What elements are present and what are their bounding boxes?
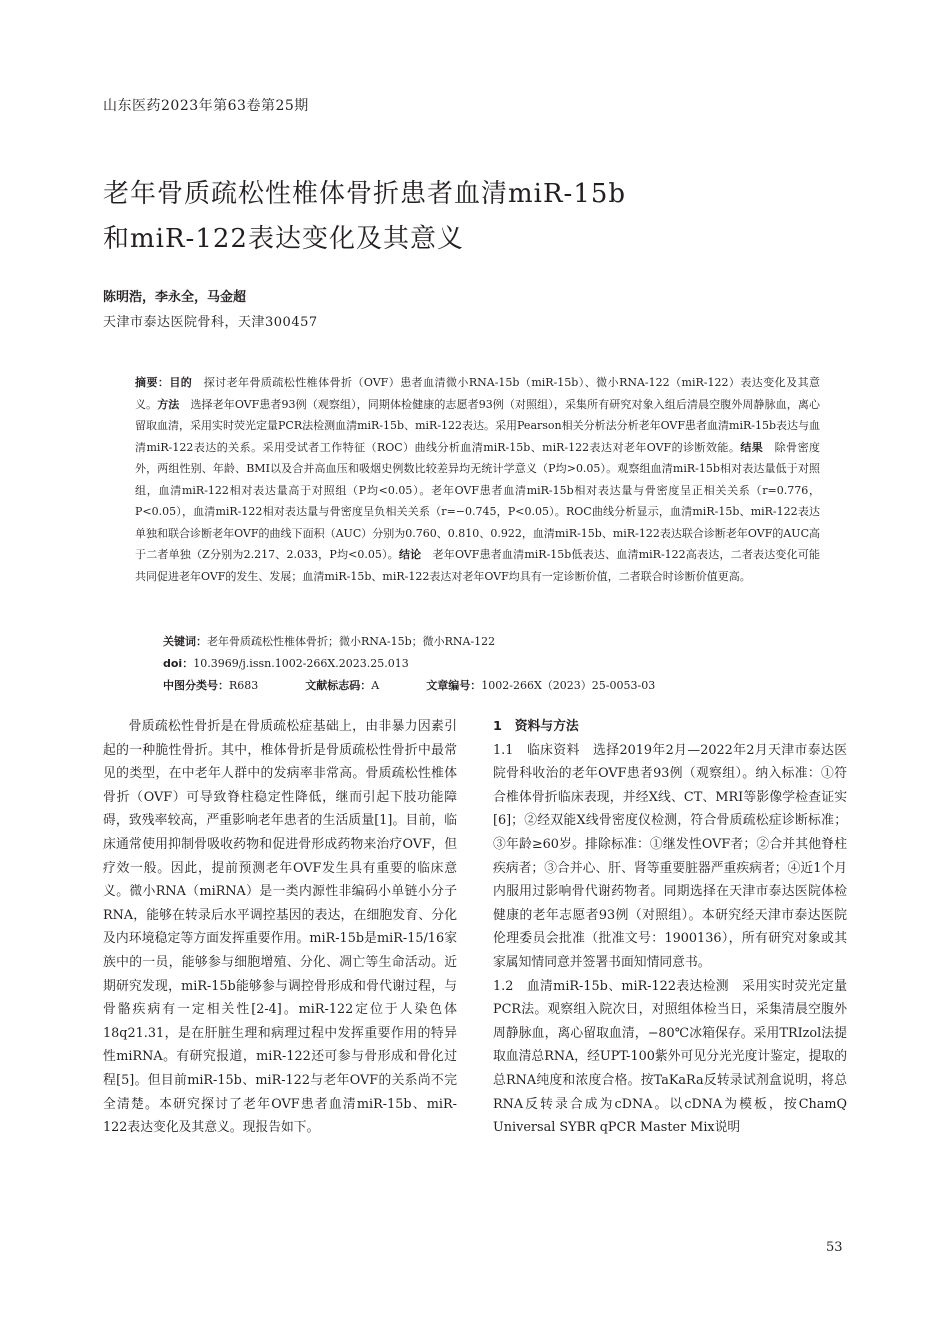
clc-value: R683 — [229, 679, 259, 692]
results-label: 结果 — [740, 440, 764, 454]
affiliation: 天津市泰达医院骨科，天津300457 — [103, 315, 318, 330]
journal-header: 山东医药2023年第63卷第25期 — [103, 98, 309, 114]
subsection-detection: 1.2 血清miR-15b、miR-122表达检测 采用实时荧光定量PCR法。观察组入院次日，对照组体检当日，采集清晨空腹外周静脉血，离心留取血清，−80℃冰箱保存。采用TRIzol法提取血清总RNA，经UPT-100紫外可见分光光度计鉴定，提取的总RNA纯度和浓度合格。按TaKaRa反转录试剂盒说明，将总RNA反转录合成为cDNA。以cDNA为模板，按ChamQ Universal SYBR qPCR Master Mix说明 — [493, 978, 847, 1136]
objective-text: 探讨老年骨质疏松性椎体骨折（OVF）患者血清微小RNA-15b（miR-15b）、微小RNA-122（miR-122）表达变化及其意义。 — [135, 376, 821, 411]
authors: 陈明浩，李永全，马金超 — [103, 290, 247, 305]
methods-label: 方法 — [157, 397, 180, 411]
doi-text: 10.3969/j.issn.1002-266X.2023.25.013 — [193, 657, 409, 670]
article-number-value: 1002-266X（2023）25-0053-03 — [481, 679, 656, 692]
keywords-text: 老年骨质疏松性椎体骨折；微小RNA-15b；微小RNA-122 — [207, 635, 496, 648]
objective-label: 目的 — [169, 376, 193, 389]
conclusion-label: 结论 — [398, 548, 422, 561]
article-title — [103, 172, 863, 262]
title-line-1: 老年骨质疏松性椎体骨折患者血清miR-15b — [103, 179, 627, 209]
clc-label: 中图分类号： — [163, 679, 229, 692]
subsection-clinical-data: 1.1 临床资料 选择2019年2月—2022年2月天津市泰达医院骨科收治的老年OVF患者93例（观察组）。纳入标准：①符合椎体骨折临床表现，并经X线、CT、MRI等影像学检查证实[6]；②经双能X线骨密度仪检测，符合骨质疏松症诊断标准；③年龄≥60岁。排除标准：①继发性OVF者；②合并其他脊柱疾病者；③合并心、肝、肾等重要脏器严重疾病者；④近1个月内服用过影响骨代谢药物者。同期选择在天津市泰达医院体检健康的老年志愿者93例（对照组）。本研究经天津市泰达医院伦理委员会批准（批准文号：1900136），所有研究对象或其家属知情同意并签署书面知情同意书。 — [493, 742, 847, 970]
doc-code-label: 文献标志码： — [305, 679, 372, 692]
abstract-label: 摘要： — [135, 376, 170, 389]
results-text: 除骨密度外，两组性别、年龄、BMI以及合并高血压和吸烟史例数比较差异均无统计学意义（P均>0.05）。观察组血清miR-15b相对表达量低于对照组，血清miR-122相对表达量高于对照组（P均<0.05）。老年OVF患者血清miR-15b相对表达量与骨密度呈正相关关系（r=0.776，P<0.05），血清miR-122相对表达量与骨密度呈负相关关系（r=−0.745，P<0.05）。ROC曲线分析显示，血清miR-15b、miR-122表达单独和联合诊断老年OVF的曲线下面积（AUC）分别为0.760、0.810、0.922，血清miR-15b、miR-122表达联合诊断老年OVF的AUC高于二者单独（Z分别为2.217、2.033，P均<0.05）。 — [135, 440, 821, 561]
title-line-2: 和miR-122表达变化及其意义 — [103, 224, 464, 254]
doi-label: doi： — [163, 657, 194, 670]
keywords — [163, 633, 823, 651]
body-left-column — [103, 715, 457, 1140]
keywords-label: 关键词： — [163, 635, 207, 648]
abstract — [135, 372, 820, 587]
methods-text: 选择老年OVF患者93例（观察组），同期体检健康的志愿者93例（对照组），采集所有研究对象入组后清晨空腹外周静脉血，离心留取血清，采用实时荧光定量PCR法检测血清miR-15b、miR-122表达。采用Pearson相关分析法分析老年OVF患者血清miR-15b表达与血清miR-122表达的关系。采用受试者工作特征（ROC）曲线分析血清miR-15b、miR-122表达对老年OVF的诊断效能。 — [135, 397, 820, 454]
article-number-label: 文章编号： — [426, 679, 482, 692]
body-right-column — [493, 715, 847, 1140]
doi — [163, 655, 823, 673]
page-number: 53 — [826, 1240, 843, 1255]
section-heading-methods: 1 资料与方法 — [493, 719, 579, 734]
doc-code-value: A — [371, 679, 380, 692]
classification — [163, 677, 823, 695]
intro-paragraph: 骨质疏松性骨折是在骨质疏松症基础上，由非暴力因素引起的一种脆性骨折。其中，椎体骨折是骨质疏松性骨折中最常见的类型，在中老年人群中的发病率非常高。骨质疏松性椎体骨折（OVF）可导致脊柱稳定性降低，继而引起下肢功能障碍，致残率较高，严重影响老年患者的生活质量[1]。目前，临床通常使用抑制骨吸收药物和促进骨形成药物来治疗OVF，但疗效一般。因此，提前预测老年OVF发生具有重要的临床意义。微小RNA（miRNA）是一类内源性非编码小单链小分子RNA，能够在转录后水平调控基因的表达，在细胞发育、分化及内环境稳定等方面发挥重要作用。miR-15b是miR-15/16家族中的一员，能够参与细胞增殖、分化、凋亡等生命活动。近期研究发现，miR-15b能够参与调控骨形成和骨代谢过程，与骨骼疾病有一定相关性[2-4]。miR-122定位于人染色体18q21.31，是在肝脏生理和病理过程中发挥重要作用的特异性miRNA。有研究报道，miR-122还可参与骨形成和骨化过程[5]。但目前miR-15b、miR-122与老年OVF的关系尚不完全清楚。本研究探讨了老年OVF患者血清miR-15b、miR-122表达变化及其意义。现报告如下。 — [103, 719, 457, 1136]
conclusion-text: 老年OVF患者血清miR-15b低表达、血清miR-122高表达，二者表达变化可能共同促进老年OVF的发生、发展；血清miR-15b、miR-122表达对老年OVF均具有一定诊断价值，二者联合时诊断价值更高。 — [135, 548, 821, 583]
